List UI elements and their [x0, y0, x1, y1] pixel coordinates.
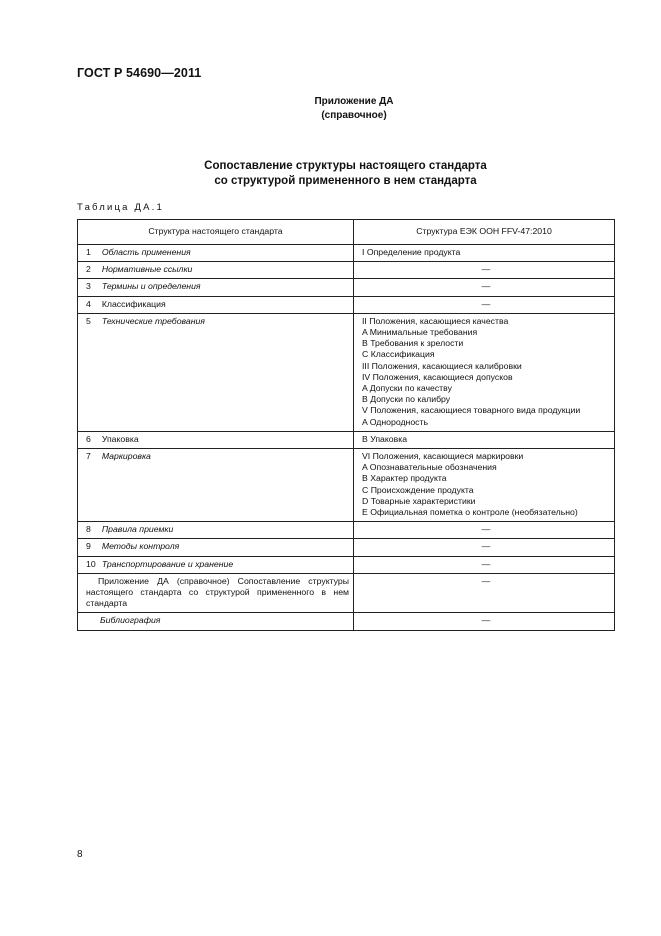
unece-section-line: E Официальная пометка о контроле (необязательно) [362, 507, 578, 518]
section-title: Маркировка [101, 451, 151, 462]
unece-section-line: — [481, 524, 491, 535]
unece-section-line: I Определение продукта [362, 247, 461, 257]
section-number: 7 [86, 451, 91, 462]
row-unece-section [354, 279, 615, 296]
unece-section-line: B Требования к зрелости [362, 338, 464, 349]
unece-section-line: — [481, 298, 491, 309]
row-unece-section [354, 262, 615, 279]
unece-section-line: A Опознавательные обозначения [362, 462, 497, 473]
section-number: 5 [86, 315, 91, 326]
row-unece-section [354, 431, 615, 448]
section-title: Термины и определения [101, 281, 201, 292]
section-number: 3 [86, 281, 91, 292]
row-unece-section [354, 449, 615, 522]
section-title: Нормативные ссылки [101, 264, 193, 275]
section-number: 4 [86, 298, 91, 309]
unece-section-line: — [481, 541, 491, 552]
row-unece-section [354, 613, 615, 630]
unece-section-line: D Товарные характеристики [362, 495, 476, 506]
unece-section-line: — [481, 615, 491, 626]
table-row [78, 573, 615, 613]
section-number: 8 [86, 524, 91, 535]
row-standard-section [78, 313, 354, 431]
section-title: Упаковка [101, 433, 139, 444]
unece-section-line: — [481, 558, 491, 569]
unece-section-line: V Положения, касающиеся товарного вида продукции [362, 405, 581, 416]
section-title: Технические требования [101, 315, 205, 326]
table-row [78, 313, 615, 431]
unece-section-line: — [481, 264, 491, 275]
section-title: Приложение ДА (справочное) Сопоставление структуры настоящего стандарта со структурой примененного в нем стандарта [86, 575, 349, 609]
document-title [0, 159, 661, 189]
table-row [78, 539, 615, 556]
unece-section-line: B Допуски по калибру [362, 394, 451, 405]
unece-section-line: C Классификация [362, 349, 435, 360]
header-right: Структура ЕЭК ООН FFV-47:2010 [354, 220, 615, 245]
unece-section-line: B Характер продукта [362, 473, 447, 484]
unece-section-line: B Упаковка [362, 433, 408, 444]
unece-section-line: — [481, 575, 491, 586]
row-standard-section [78, 262, 354, 279]
table-row [78, 431, 615, 448]
row-unece-section [354, 556, 615, 573]
page-number: 8 [77, 849, 83, 860]
table-row [78, 522, 615, 539]
unece-section-line: A Однородность [362, 416, 429, 427]
appendix-title: Приложение ДА [314, 96, 394, 107]
standard-code: ГОСТ Р 54690—2011 [77, 66, 202, 80]
section-title: Правила приемки [101, 524, 174, 535]
table-row [78, 449, 615, 522]
section-title: Методы контроля [101, 541, 180, 552]
row-unece-section [354, 522, 615, 539]
row-standard-section [78, 556, 354, 573]
table-row [78, 296, 615, 313]
appendix-subtitle: (справочное) [321, 110, 387, 121]
section-number: 1 [86, 247, 91, 257]
row-unece-section [354, 573, 615, 613]
appendix-heading [0, 95, 661, 123]
section-title: Библиография [100, 615, 161, 626]
unece-section-line: C Происхождение продукта [362, 484, 474, 495]
structure-comparison-table [77, 219, 615, 631]
row-standard-section [78, 522, 354, 539]
section-title: Транспортирование и хранение [101, 558, 234, 569]
row-standard-section [78, 245, 354, 262]
unece-section-line: II Положения, касающиеся качества [362, 315, 509, 326]
table-row [78, 613, 615, 630]
row-standard-section [78, 449, 354, 522]
section-number: 9 [86, 541, 91, 552]
table-caption: Таблица ДА.1 [77, 202, 164, 213]
unece-section-line: III Положения, касающиеся калибровки [362, 360, 522, 371]
row-standard-section [78, 613, 354, 630]
table-row [78, 262, 615, 279]
section-number: 6 [86, 433, 91, 444]
unece-section-line: A Минимальные требования [362, 327, 478, 338]
section-title: Классификация [101, 298, 166, 309]
document-title-line-2: со структурой примененного в нем стандарта [214, 175, 477, 187]
row-unece-section [354, 296, 615, 313]
row-standard-section [78, 431, 354, 448]
row-standard-section [78, 573, 354, 613]
table-row [78, 279, 615, 296]
table-header-row [78, 220, 615, 245]
row-standard-section [78, 279, 354, 296]
row-unece-section [354, 313, 615, 431]
row-unece-section [354, 245, 615, 262]
row-unece-section [354, 539, 615, 556]
table-row [78, 556, 615, 573]
unece-section-line: IV Положения, касающиеся допусков [362, 371, 513, 382]
table-row [78, 245, 615, 262]
document-title-line-1: Сопоставление структуры настоящего стандарта [204, 160, 487, 172]
section-title: Область применения [101, 247, 191, 257]
row-standard-section [78, 539, 354, 556]
row-standard-section [78, 296, 354, 313]
header-left: Структура настоящего стандарта [78, 220, 354, 245]
section-number: 2 [86, 264, 91, 275]
unece-section-line: VI Положения, касающиеся маркировки [362, 451, 524, 462]
section-number: 10 [86, 558, 96, 569]
unece-section-line: A Допуски по качеству [362, 383, 452, 394]
unece-section-line: — [481, 281, 491, 292]
